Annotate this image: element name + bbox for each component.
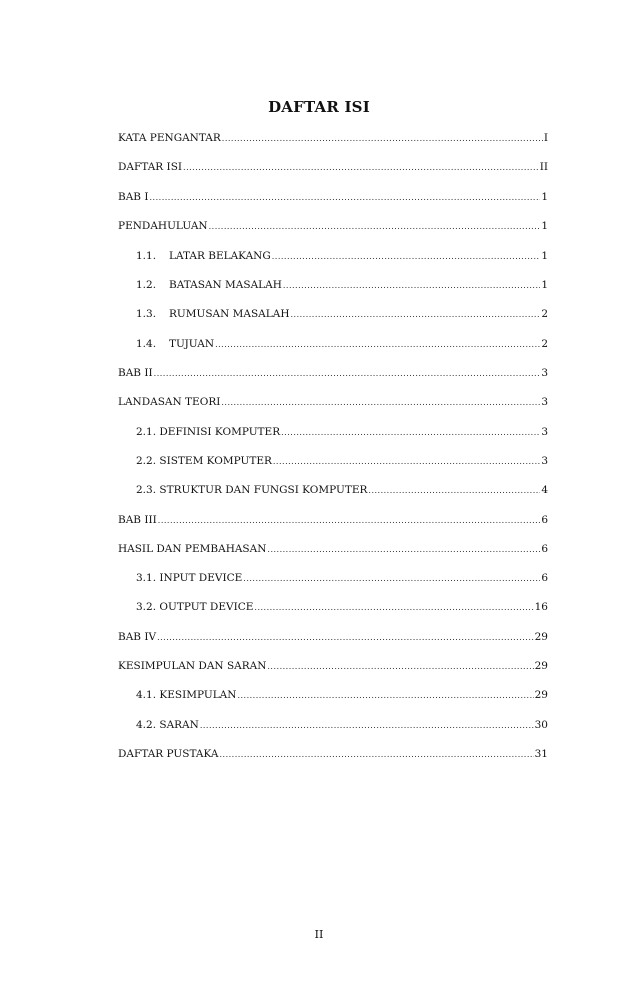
toc-entry-label: HASIL DAN PEMBAHASAN	[118, 543, 267, 555]
dot-leader	[290, 306, 540, 323]
dot-leader	[283, 277, 540, 294]
toc-entry-label: LANDASAN TEORI	[118, 396, 221, 408]
toc-entry-number: 1.1.	[136, 250, 157, 262]
dot-leader	[150, 189, 541, 206]
toc-entry-page: 2	[541, 308, 548, 320]
toc-entry-pendahuluan[interactable]	[118, 218, 548, 234]
toc-entry-page: 29	[534, 660, 548, 672]
dot-leader	[158, 512, 541, 529]
toc-entry-page: I	[543, 132, 548, 144]
toc-entry-page: 3	[541, 367, 548, 379]
toc-entry-label: LATAR BELAKANG	[169, 250, 271, 262]
toc-entry-input-device[interactable]	[136, 570, 548, 586]
toc-entry-bab-ii[interactable]	[118, 365, 548, 381]
toc-entry-label: DAFTAR ISI	[118, 161, 183, 173]
toc-entry-bab-i[interactable]	[118, 189, 548, 205]
toc-entry-number: 1.4.	[136, 338, 157, 350]
toc-entry-page: 2	[541, 338, 548, 350]
toc-entry-number: 1.3.	[136, 308, 157, 320]
toc-entry-page: 31	[534, 748, 548, 760]
toc-entry-label: DAFTAR PUSTAKA	[118, 748, 219, 760]
toc-entry-label: BAB II	[118, 367, 153, 379]
toc-entry-daftar-isi[interactable]	[118, 159, 548, 175]
toc-entry-label: BATASAN MASALAH	[169, 279, 282, 291]
dot-leader	[183, 159, 539, 176]
toc-entry-hasil-dan-pembahasan[interactable]	[118, 541, 548, 557]
toc-entry-definisi-komputer[interactable]	[136, 424, 548, 440]
toc-entry-bab-iv[interactable]	[118, 629, 548, 645]
toc-entry-kata-pengantar[interactable]	[118, 130, 548, 146]
toc-entry-batasan-masalah[interactable]	[136, 277, 548, 293]
toc-entry-struktur-dan-fungsi[interactable]	[136, 482, 548, 498]
toc-entry-label: 4.1. KESIMPULAN	[136, 689, 237, 701]
dot-leader	[219, 746, 533, 763]
toc-entry-page: 1	[541, 220, 548, 232]
toc-entry-latar-belakang[interactable]	[136, 248, 548, 264]
toc-entry-rumusan-masalah[interactable]	[136, 306, 548, 322]
toc-entry-label: 2.3. STRUKTUR DAN FUNGSI KOMPUTER	[136, 484, 368, 496]
toc-entry-page: II	[539, 161, 548, 173]
toc-entry-number: 1.2.	[136, 279, 157, 291]
toc-entry-page: 1	[541, 191, 548, 203]
dot-leader	[215, 336, 540, 353]
toc-entry-page: 6	[541, 572, 548, 584]
toc-entry-label: BAB IV	[118, 631, 157, 643]
dot-leader	[200, 717, 534, 734]
dot-leader	[222, 130, 543, 147]
toc-entry-page: 1	[541, 279, 548, 291]
dot-leader	[272, 248, 541, 265]
toc-entry-tujuan[interactable]	[136, 336, 548, 352]
toc-entry-label: BAB I	[118, 191, 149, 203]
dot-leader	[237, 687, 533, 704]
toc-entry-bab-iii[interactable]	[118, 512, 548, 528]
page-number-footer: II	[314, 928, 324, 941]
toc-entry-label: KATA PENGANTAR	[118, 132, 221, 144]
toc-entry-page: 29	[534, 689, 548, 701]
toc-entry-page: 3	[541, 426, 548, 438]
dot-leader	[267, 658, 533, 675]
toc-entry-saran[interactable]	[136, 717, 548, 733]
toc-entry-daftar-pustaka[interactable]	[118, 746, 548, 762]
toc-entry-label: 2.2. SISTEM KOMPUTER	[136, 455, 272, 467]
toc-entry-page: 30	[534, 719, 548, 731]
toc-entry-landasan-teori[interactable]	[118, 394, 548, 410]
page-title: DAFTAR ISI	[268, 98, 370, 116]
toc-entry-label: KESIMPULAN DAN SARAN	[118, 660, 267, 672]
dot-leader	[281, 424, 540, 441]
toc-entry-page: 6	[541, 514, 548, 526]
toc-entry-sistem-komputer[interactable]	[136, 453, 548, 469]
dot-leader	[221, 394, 540, 411]
toc-entry-page: 3	[541, 396, 548, 408]
toc-entry-page: 29	[534, 631, 548, 643]
toc-entry-kesimpulan[interactable]	[136, 687, 548, 703]
toc-entry-label: PENDAHULUAN	[118, 220, 208, 232]
toc-entry-label: BAB III	[118, 514, 157, 526]
toc-entry-page: 3	[541, 455, 548, 467]
toc-entry-label: RUMUSAN MASALAH	[169, 308, 290, 320]
dot-leader	[154, 365, 541, 382]
dot-leader	[273, 453, 540, 470]
toc-entry-page: 6	[541, 543, 548, 555]
dot-leader	[209, 218, 541, 235]
toc-entry-kesimpulan-dan-saran[interactable]	[118, 658, 548, 674]
dot-leader	[368, 482, 540, 499]
toc-entry-label: 2.1. DEFINISI KOMPUTER	[136, 426, 281, 438]
toc-entry-label: TUJUAN	[169, 338, 215, 350]
toc-entry-label: 4.2. SARAN	[136, 719, 199, 731]
toc-entry-label: 3.2. OUTPUT DEVICE	[136, 601, 254, 613]
dot-leader	[243, 570, 540, 587]
dot-leader	[254, 599, 533, 616]
toc-entry-output-device[interactable]	[136, 599, 548, 615]
toc-entry-page: 1	[541, 250, 548, 262]
toc-entry-label: 3.1. INPUT DEVICE	[136, 572, 243, 584]
toc-entry-page: 16	[534, 601, 548, 613]
dot-leader	[267, 541, 540, 558]
toc-entry-page: 4	[541, 484, 548, 496]
dot-leader	[157, 629, 534, 646]
